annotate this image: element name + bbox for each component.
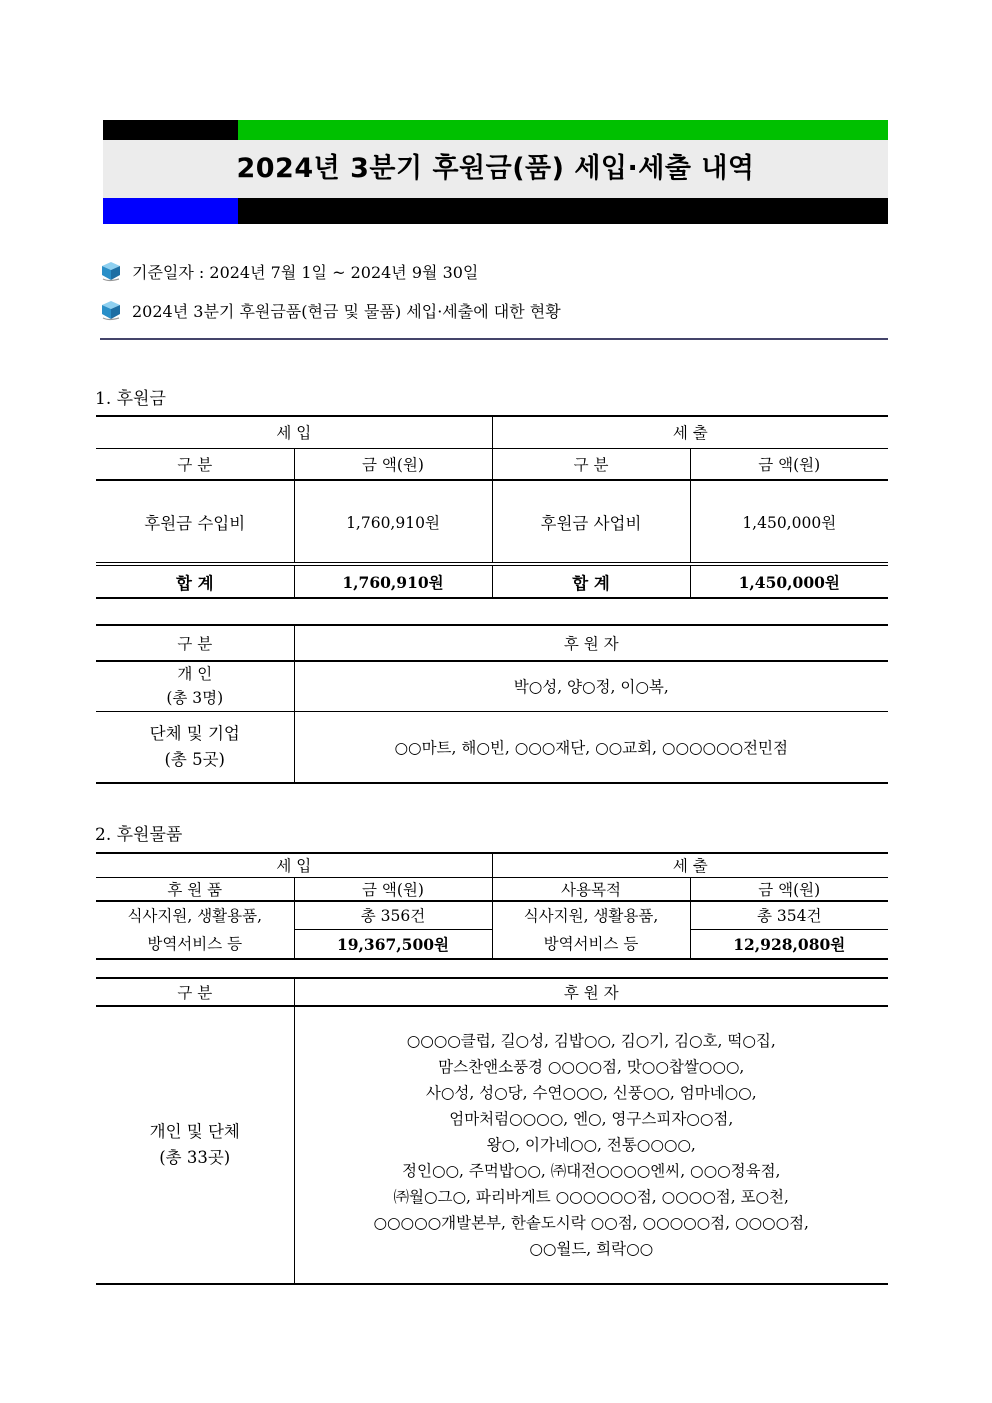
- goods-donor-table: [96, 977, 888, 1285]
- cash-donor-group-names: ○○마트, 해○빈, ○○○재단, ○○교회, ○○○○○○전민점: [294, 711, 888, 783]
- goods-col-purpose: 사용목적: [492, 877, 690, 901]
- section1-heading: 1. 후원금: [95, 389, 166, 409]
- cash-donor-col-donor: 후 원 자: [294, 625, 888, 661]
- goods-col-item: 후 원 품: [96, 877, 294, 901]
- cash-head-income: 세 입: [96, 416, 492, 448]
- goods-donor-line: 정인○○, 주먹밥○○, ㈜대전○○○○엔씨, ○○○정육점,: [402, 1162, 781, 1180]
- goods-donor-line: 왕○, 이가네○○, 전통○○○○,: [486, 1136, 696, 1154]
- cash-donor-individual-label: 개 인: [177, 665, 213, 684]
- cash-head-expense: 세 출: [492, 416, 888, 448]
- cash-table: [96, 415, 888, 599]
- goods-donor-label: 개인 및 단체: [149, 1122, 240, 1141]
- goods-donor-line: ○○○○○개발본부, 한솥도시락 ○○점, ○○○○○점, ○○○○점,: [373, 1214, 809, 1232]
- goods-donor-line: 맘스찬앤소풍경 ○○○○점, 맛○○찹쌀○○○,: [438, 1058, 745, 1076]
- goods-expense-count: 총 354건: [690, 901, 888, 930]
- cash-donor-table: [96, 624, 888, 784]
- cash-income-item: 후원금 수입비: [96, 480, 294, 564]
- cash-col-amount: 금 액(원): [690, 448, 888, 480]
- goods-expense-purpose-line1: 식사지원, 생활용품,: [523, 906, 659, 925]
- cash-expense-amount: 1,450,000원: [690, 480, 888, 564]
- goods-col-amount: 금 액(원): [294, 877, 492, 901]
- section2-heading: 2. 후원물품: [95, 825, 183, 845]
- goods-donor-line: 엄마처럼○○○○, 엔○, 영구스피자○○점,: [449, 1110, 734, 1128]
- goods-expense-amount: 12,928,080원: [690, 930, 888, 959]
- goods-expense-purpose: [492, 901, 690, 959]
- goods-donor-line: ㈜월○그○, 파리바게트 ○○○○○○점, ○○○○점, 포○천,: [393, 1188, 789, 1206]
- cash-expense-total: 1,450,000원: [690, 564, 888, 598]
- goods-income-count: 총 356건: [294, 901, 492, 930]
- banner-bar-black: [103, 120, 238, 140]
- bullet-overview-text: 2024년 3분기 후원금품(현금 및 물품) 세입·세출에 대한 현황: [132, 301, 561, 321]
- cash-income-amount: 1,760,910원: [294, 480, 492, 564]
- cube-icon: [100, 260, 122, 282]
- cash-col-category: 구 분: [492, 448, 690, 480]
- cash-total-label: 합 계: [492, 564, 690, 598]
- cash-donor-individual-count: (총 3명): [166, 689, 224, 708]
- goods-expense-purpose-line2: 방역서비스 등: [543, 934, 639, 953]
- goods-donor-line: ○○○○클럽, 길○성, 김밥○○, 김○기, 김○호, 떡○집,: [406, 1032, 776, 1050]
- cash-col-category: 구 분: [96, 448, 294, 480]
- goods-income-item: [96, 901, 294, 959]
- goods-income-item-line2: 방역서비스 등: [147, 934, 243, 953]
- goods-income-amount: 19,367,500원: [294, 930, 492, 959]
- bullet-period-text: 기준일자 : 2024년 7월 1일 ~ 2024년 9월 30일: [132, 262, 479, 282]
- banner-bar-blue: [103, 198, 238, 224]
- goods-donor-col-donor: 후 원 자: [294, 978, 888, 1006]
- bullet-period: [100, 259, 478, 283]
- cube-icon: [100, 299, 122, 321]
- bullet-overview: [100, 298, 561, 322]
- goods-income-item-line1: 식사지원, 생활용품,: [127, 906, 263, 925]
- cash-donor-group-label: 단체 및 기업: [149, 723, 240, 743]
- goods-table: [96, 852, 888, 960]
- cash-income-total: 1,760,910원: [294, 564, 492, 598]
- cash-donor-individual: [96, 661, 294, 711]
- cash-total-label: 합 계: [96, 564, 294, 598]
- title-banner: [103, 120, 888, 224]
- goods-col-amount: 금 액(원): [690, 877, 888, 901]
- cash-col-amount: 금 액(원): [294, 448, 492, 480]
- banner-bar-black-bottom: [238, 198, 888, 224]
- cash-donor-col-category: 구 분: [96, 625, 294, 661]
- divider: [100, 338, 888, 340]
- goods-donor-line: 사○성, 성○당, 수연○○○, 신풍○○, 엄마네○○,: [425, 1084, 757, 1102]
- goods-head-expense: 세 출: [492, 853, 888, 877]
- cash-expense-item: 후원금 사업비: [492, 480, 690, 564]
- goods-donor-count: (총 33곳): [159, 1148, 231, 1167]
- cash-donor-individual-names: 박○성, 양○정, 이○복,: [294, 661, 888, 711]
- banner-bar-green: [238, 120, 888, 140]
- goods-donor-col-category: 구 분: [96, 978, 294, 1006]
- page-title: 2024년 3분기 후원금(품) 세입·세출 내역: [236, 153, 755, 184]
- goods-head-income: 세 입: [96, 853, 492, 877]
- goods-donor-line: ○○월드, 희락○○: [529, 1240, 654, 1258]
- goods-donor-names: [294, 1006, 888, 1284]
- cash-donor-group: [96, 711, 294, 783]
- goods-donor-category: [96, 1006, 294, 1284]
- cash-donor-group-count: (총 5곳): [164, 749, 225, 769]
